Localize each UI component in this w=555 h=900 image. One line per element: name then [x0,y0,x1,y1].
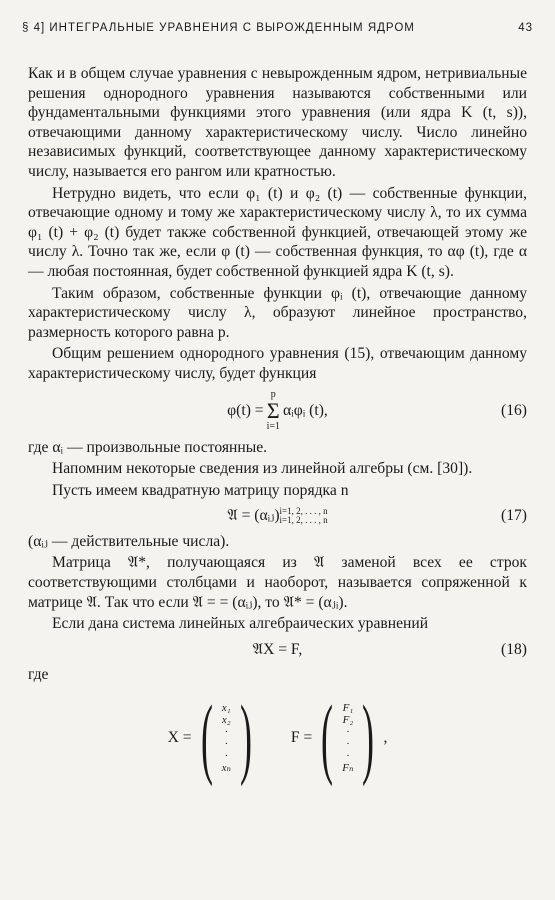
sum-upper-limit: p [270,388,276,400]
page-number: 43 [518,22,533,34]
sum-lower-limit: i=1 [266,420,281,432]
equation-17 [28,506,527,526]
paragraph-2: Нетрудно видеть, что если φ₁ (t) и φ₂ (t) — собственные функции, отвечающие одному и тому же характеристическому числу λ, то их сумма φ₁ (t) + φ₂ (t) будет также собственной функцией, отвечающей этому же числу λ. Точно так же, если φ (t) — собственная функция, то αφ (t), где α — любая постоянная, будет собственной функцией ядра K (t, s). [28,184,527,280]
vector-f-label: F = [290,729,313,747]
vector-x [167,688,261,788]
eq18-number: (18) [501,640,527,658]
paragraph-10: Если дана система линейных алгебраических уравнений [52,615,429,633]
vector-f-entry: · [346,738,350,751]
vector-x-entry: · [224,726,228,739]
vector-f-entry: Fₙ [342,762,354,775]
header-title: § 4] ИНТЕГРАЛЬНЫЕ УРАВНЕНИЯ С ВЫРОЖДЕННЫМ ЯДРОМ [22,22,415,34]
right-paren-icon: ) [239,688,252,788]
paragraph-4: Общим решением однородного уравнения (15), отвечающим данному характеристическому числу, будет функция [28,345,527,382]
equation-18 [28,640,527,660]
paragraph-1: Как и в общем случае уравнения с невырожденным ядром, нетривиальные решения однородного уравнения называются собственными или фундаментальными функциями этого уравнения (или ядра K (t, s)), отвечающими данному характеристическому числу. Число линейно независимых функций, соответствующее данному характеристическому числу, называется его рангом или кратностью. [28,65,527,180]
vector-f [290,688,388,788]
eq17-indices [280,507,328,525]
eq16-number: (16) [501,401,527,419]
vector-x-entry: xₙ [221,762,231,775]
vector-f-entry: · [346,726,350,739]
right-paren-icon: ) [362,688,375,788]
vector-f-tail: , [383,729,388,747]
vector-x-entries [222,702,231,774]
eq16-right: αᵢφᵢ (t), [283,401,328,419]
vector-x-label: X = [167,729,192,747]
running-header [22,22,533,34]
eq17-left: 𝔄 = (αᵢⱼ) [227,507,280,525]
column-vectors [28,688,527,788]
paragraph-11: где [28,666,49,684]
vector-x-entry: · [224,738,228,751]
eq17-superscript: i=1, 2, . . . , n [279,506,328,517]
eq18-body: 𝔄X = F, [252,640,303,658]
paragraph-6: Напомним некоторые сведения из линейной алгебры (см. [30]). [52,460,473,478]
page-body [28,64,527,788]
paragraph-7: Пусть имеем квадратную матрицу порядка n [52,481,349,499]
eq17-subscript: i=1, 2, . . . , n [279,515,328,526]
paragraph-9: Матрица 𝔄*, получающаяся из 𝔄 заменой всех ее строк соответствующими столбцами и наоборот, называется сопряженной к матрице 𝔄. Так что если 𝔄 = = (αᵢⱼ), то 𝔄* = (αⱼᵢ). [28,554,527,611]
vector-f-entry: F₂ [342,714,354,727]
sigma-icon: Σ [266,397,280,423]
paragraph-5: где αᵢ — произвольные постоянные. [28,438,268,456]
paragraph-8: (αᵢⱼ — действительные числа). [28,532,230,550]
vector-x-entry: x₂ [221,714,231,727]
paragraph-3: Таким образом, собственные функции φᵢ (t), отвечающие данному характеристическому числу λ, образуют линейное пространство, размерность которого равна p. [28,284,527,341]
vector-x-entry: · [224,750,228,763]
sum-symbol [267,390,280,432]
equation-16 [28,390,527,432]
vector-x-entry: x₁ [221,702,231,715]
left-paren-icon: ( [321,688,334,788]
eq16-left: φ(t) = [227,401,264,419]
vector-f-entries [342,702,353,774]
vector-f-entry: F₁ [342,702,354,715]
eq17-number: (17) [501,507,527,525]
left-paren-icon: ( [200,688,213,788]
vector-f-entry: · [346,750,350,763]
